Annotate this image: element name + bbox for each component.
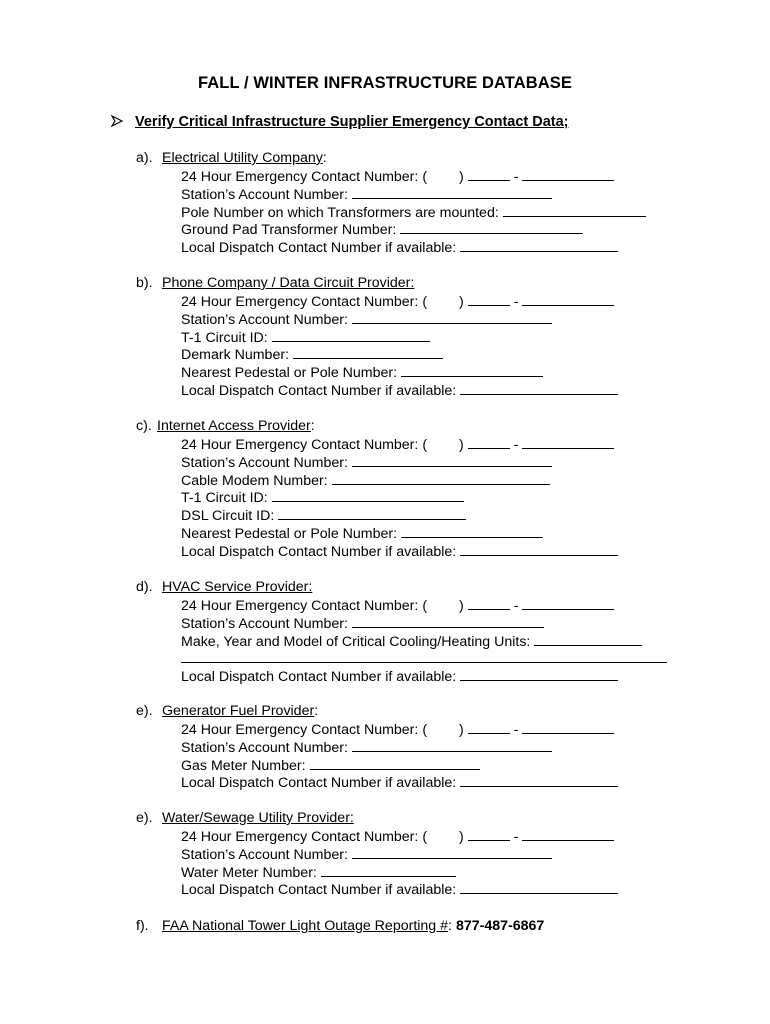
pedestal-field[interactable] [401, 363, 543, 377]
document-title: FALL / WINTER INFRASTRUCTURE DATABASE [197, 74, 572, 92]
account-number-row: Station’s Account Number: [181, 845, 756, 863]
section-name: HVAC Service Provider: [162, 579, 313, 595]
dispatch-number-field[interactable] [460, 773, 618, 787]
section-label: e). [136, 810, 153, 826]
phone-line-field[interactable] [522, 292, 614, 306]
section-label: b). [136, 275, 153, 291]
account-number-field[interactable] [352, 453, 552, 467]
section-electrical: a). Electrical Utility Company: 24 Hour Emergency Contact Number: ( ) - Station’s Account Number: Pole Number on which Transformers are mounted: Ground Pad Transformer Number: Local Dispatch Contact Number if available: [136, 149, 756, 256]
phone-prefix-field[interactable] [468, 827, 510, 841]
ground-pad-row: Ground Pad Transformer Number: [181, 220, 756, 238]
phone-prefix-field[interactable] [468, 292, 510, 306]
section-label: d). [136, 579, 153, 595]
account-number-field[interactable] [352, 185, 552, 199]
water-meter-row: Water Meter Number: [181, 863, 756, 881]
phone-line-field[interactable] [522, 596, 614, 610]
emergency-number-row: 24 Hour Emergency Contact Number: ( ) - [181, 720, 756, 738]
phone-prefix-field[interactable] [468, 435, 510, 449]
subheading-text: Verify Critical Infrastructure Supplier Emergency Contact Data; [135, 114, 569, 130]
demark-row: Demark Number: [181, 345, 756, 363]
dispatch-number-row: Local Dispatch Contact Number if available: [181, 238, 756, 256]
emergency-number-row: 24 Hour Emergency Contact Number: ( ) - [181, 827, 756, 845]
section-phone [136, 274, 756, 399]
subheading [111, 114, 569, 130]
cable-modem-row: Cable Modem Number: [181, 471, 756, 489]
account-number-field[interactable] [352, 614, 544, 628]
section-water-sewage [136, 809, 756, 898]
phone-line-field[interactable] [522, 720, 614, 734]
hvac-units-row: Make, Year and Model of Critical Cooling/Heating Units: [181, 632, 756, 650]
section-name: Phone Company / Data Circuit Provider: [162, 275, 415, 291]
phone-line-field[interactable] [522, 827, 614, 841]
account-number-row: Station’s Account Number: [181, 185, 756, 203]
section-label: f). [136, 918, 149, 934]
t1-circuit-field[interactable] [272, 488, 464, 502]
cable-modem-field[interactable] [332, 471, 550, 485]
t1-circuit-row: T-1 Circuit ID: [181, 488, 756, 506]
arrow-bullet-icon [111, 114, 135, 130]
pedestal-row: Nearest Pedestal or Pole Number: [181, 524, 756, 542]
emergency-number-row: 24 Hour Emergency Contact Number: ( ) - [181, 167, 756, 185]
dispatch-number-row: Local Dispatch Contact Number if available: [181, 381, 756, 399]
section-generator-fuel: e). Generator Fuel Provider: 24 Hour Emergency Contact Number: ( ) - Station’s Account Number: Gas Meter Number: Local Dispatch Contact Number if available: [136, 702, 756, 791]
dispatch-number-field[interactable] [460, 880, 618, 894]
dsl-circuit-field[interactable] [278, 506, 466, 520]
section-label: a). [136, 150, 153, 166]
dispatch-number-row: Local Dispatch Contact Number if available: [181, 880, 756, 898]
phone-line-field[interactable] [522, 435, 614, 449]
gas-meter-row: Gas Meter Number: [181, 756, 756, 774]
section-name: FAA National Tower Light Outage Reporting # [162, 918, 449, 934]
phone-prefix-field[interactable] [468, 167, 510, 181]
account-number-field[interactable] [352, 845, 552, 859]
section-label: e). [136, 703, 153, 719]
account-number-row: Station’s Account Number: [181, 310, 756, 328]
dispatch-number-field[interactable] [460, 238, 618, 252]
gas-meter-field[interactable] [310, 756, 480, 770]
demark-field[interactable] [293, 345, 443, 359]
hvac-units-field[interactable] [534, 632, 642, 646]
t1-circuit-field[interactable] [272, 328, 430, 342]
hvac-units-continuation-row [181, 649, 756, 667]
account-number-row: Station’s Account Number: [181, 453, 756, 471]
section-name: Internet Access Provider [157, 418, 311, 434]
section-name: Electrical Utility Company [162, 150, 323, 166]
dispatch-number-row: Local Dispatch Contact Number if available: [181, 773, 756, 791]
dsl-circuit-row: DSL Circuit ID: [181, 506, 756, 524]
account-number-row: Station’s Account Number: [181, 738, 756, 756]
account-number-field[interactable] [352, 310, 552, 324]
emergency-number-row: 24 Hour Emergency Contact Number: ( ) - [181, 292, 756, 310]
pole-number-row: Pole Number on which Transformers are mounted: [181, 203, 756, 221]
dispatch-number-row: Local Dispatch Contact Number if available: [181, 667, 756, 685]
dispatch-number-field[interactable] [460, 542, 618, 556]
phone-prefix-field[interactable] [468, 720, 510, 734]
pedestal-row: Nearest Pedestal or Pole Number: [181, 363, 756, 381]
dispatch-number-row: Local Dispatch Contact Number if available: [181, 542, 756, 560]
section-name: Generator Fuel Provider [162, 703, 315, 719]
emergency-number-row: 24 Hour Emergency Contact Number: ( ) - [181, 596, 756, 614]
section-faa-reporting: f). FAA National Tower Light Outage Reporting #: 877-487-6867 [136, 918, 545, 934]
phone-prefix-field[interactable] [468, 596, 510, 610]
ground-pad-field[interactable] [400, 220, 583, 234]
account-number-row: Station’s Account Number: [181, 614, 756, 632]
dispatch-number-field[interactable] [460, 667, 618, 681]
emergency-number-row: 24 Hour Emergency Contact Number: ( ) - [181, 435, 756, 453]
section-internet: c). Internet Access Provider: 24 Hour Emergency Contact Number: ( ) - Station’s Account Number: Cable Modem Number: T-1 Circuit ID: DSL Circuit ID: Nearest Pedestal or Pole Number: Local Dispatch Contact Number if available: [136, 417, 756, 560]
t1-circuit-row: T-1 Circuit ID: [181, 328, 756, 346]
pole-number-field[interactable] [503, 203, 646, 217]
phone-line-field[interactable] [522, 167, 614, 181]
section-hvac [136, 578, 756, 685]
water-meter-field[interactable] [321, 863, 456, 877]
pedestal-field[interactable] [401, 524, 543, 538]
hvac-units-field-continued[interactable] [181, 649, 667, 663]
section-name: Water/Sewage Utility Provider: [162, 810, 354, 826]
section-label: c). [136, 418, 152, 434]
dispatch-number-field[interactable] [460, 381, 618, 395]
faa-phone-number: 877-487-6867 [455, 918, 545, 934]
account-number-field[interactable] [352, 738, 552, 752]
